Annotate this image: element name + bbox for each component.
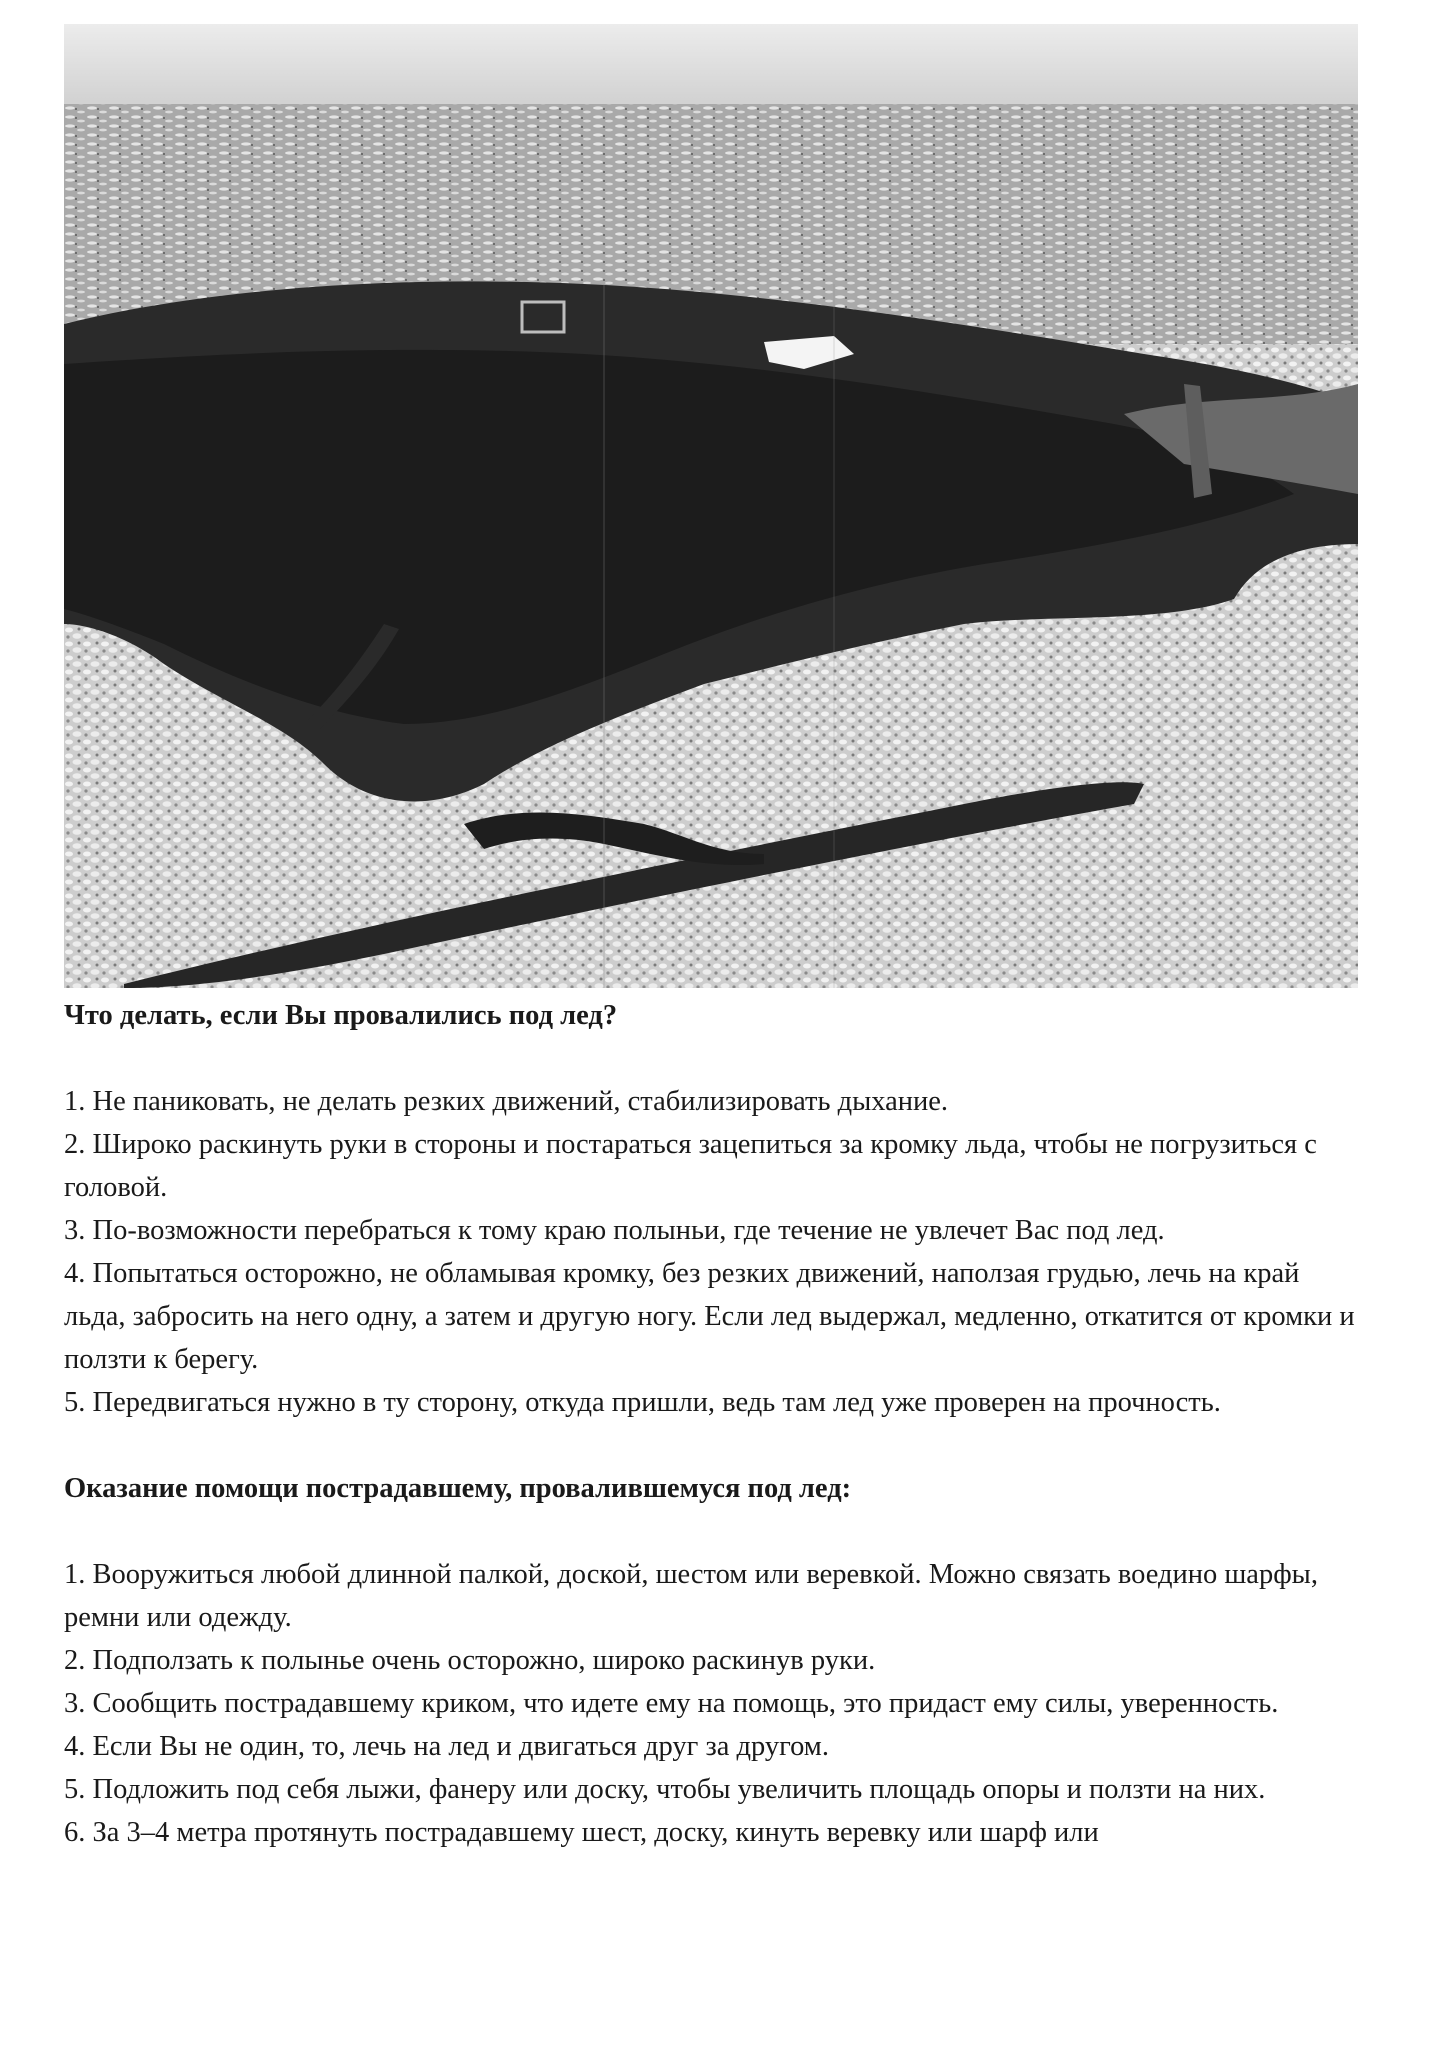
spacer: [64, 1510, 1364, 1553]
list-item: 1. Вооружиться любой длинной палкой, доской, шестом или веревкой. Можно связать воедино шарфы, ремни или одежду.: [64, 1559, 1318, 1633]
ice-hole-photo: [64, 24, 1358, 988]
list-item: 1. Не паниковать, не делать резких движений, стабилизировать дыхание.: [64, 1086, 949, 1117]
list-item: 5. Передвигаться нужно в ту сторону, откуда пришли, ведь там лед уже проверен на прочность.: [64, 1387, 1221, 1418]
section-heading-fell-through-ice: Что делать, если Вы провалились под лед?: [64, 1000, 618, 1031]
photo-illustration: [64, 24, 1358, 988]
section-heading-helping-victim: Оказание помощи пострадавшему, провалившемуся под лед:: [64, 1473, 852, 1504]
spacer: [64, 1424, 1364, 1467]
list-item: 5. Подложить под себя лыжи, фанеру или доску, чтобы увеличить площадь опоры и ползти на них.: [64, 1774, 1266, 1805]
list-item: 3. По-возможности перебраться к тому краю полыньи, где течение не увлечет Вас под лед.: [64, 1215, 1165, 1246]
list-item: 3. Сообщить пострадавшему криком, что идете ему на помощь, это придаст ему силы, уверенность.: [64, 1688, 1279, 1719]
list-item: 6. За 3–4 метра протянуть пострадавшему шест, доску, кинуть веревку или шарф или: [64, 1817, 1099, 1848]
spacer: [64, 1037, 1364, 1080]
list-item: 4. Попытаться осторожно, не обламывая кромку, без резких движений, наползая грудью, лечь на край льда, забросить на него одну, а затем и другую ногу. Если лед выдержал, медленно, откатится от кромки и ползти к берегу.: [64, 1258, 1355, 1375]
document-text: [64, 994, 1364, 1854]
list-item: 2. Подползать к полынье очень осторожно, широко раскинув руки.: [64, 1645, 876, 1676]
list-item: 4. Если Вы не один, то, лечь на лед и двигаться друг за другом.: [64, 1731, 829, 1762]
list-item: 2. Широко раскинуть руки в стороны и постараться зацепиться за кромку льда, чтобы не погрузиться с головой.: [64, 1129, 1317, 1203]
